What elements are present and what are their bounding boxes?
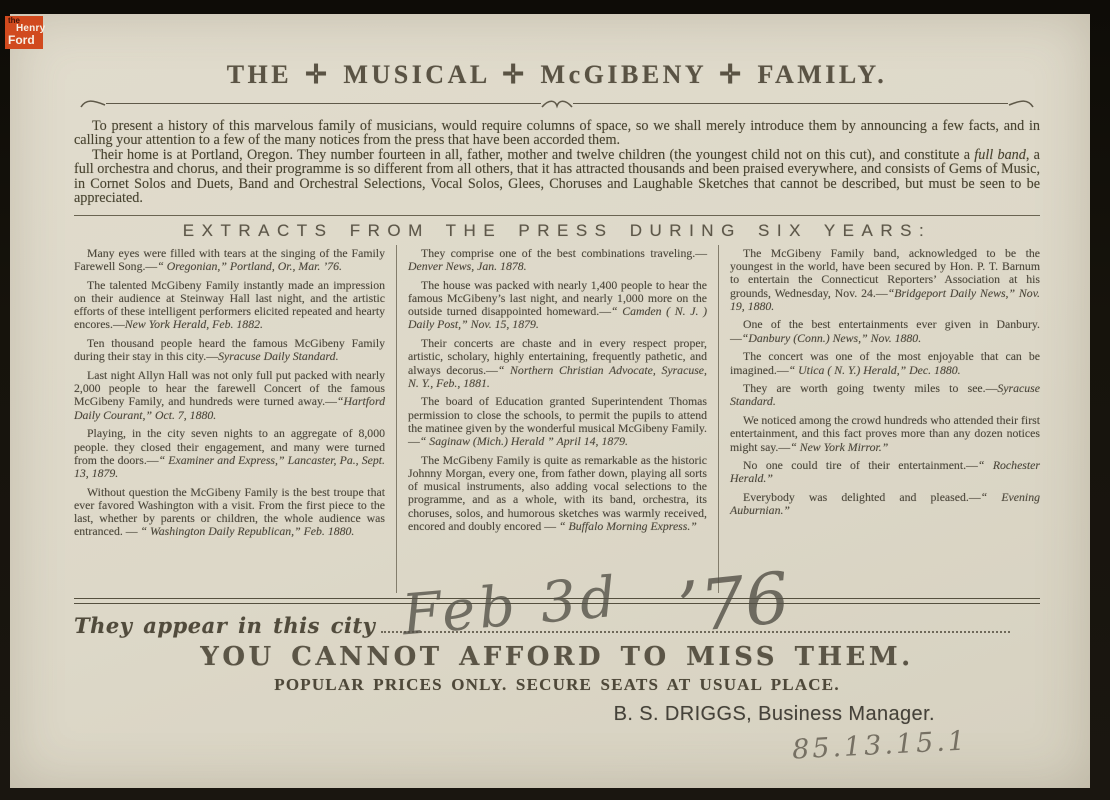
- center-flourish-icon: [541, 97, 573, 110]
- press-extract: [730, 414, 1040, 454]
- logo-the-text: the: [8, 16, 20, 25]
- body-text: The concert was one of the most enjoyable that can be imagined.—: [730, 349, 1040, 377]
- catalog-number: 85.13.15.1: [791, 725, 969, 766]
- press-extract: [408, 247, 707, 273]
- press-extract: [730, 491, 1040, 517]
- body-text: The McGibeny Family is quite as remarkable as the historic Johnny Morgan, every one, from father down, playing all sorts of musical instruments, also adding vocal selections to the programme, and as a whole, with its band, orchestra, its choruses, solos, and humorous sketches was warmly received, encored and doubly encored —: [408, 452, 707, 533]
- appear-line: [74, 613, 1040, 641]
- body-text: Playing, in the city seven nights to an aggregate of 8,000 people. they closed their engagement, and many were turned from the doors.—: [74, 426, 385, 467]
- body-text: We noticed among the crowd hundreds who attended their first entertainment, and this fact proves more than any dozen notices might say.—: [730, 413, 1040, 454]
- press-extract: [74, 279, 385, 332]
- prices-line: POPULAR PRICES ONLY. SECURE SEATS AT USUAL PLACE.: [274, 674, 840, 694]
- body-text: Ten thousand people heard the famous McGibeny Family during their stay in this city.—: [74, 336, 385, 364]
- press-extract: [74, 486, 385, 539]
- body-text: Many eyes were filled with tears at the singing of the Family Farewell Song.—: [74, 245, 385, 274]
- appear-label: They appear in this city: [74, 612, 376, 638]
- handwritten-year: ’76: [674, 556, 794, 650]
- citation-text: “ Examiner and Express,” Lancaster, Pa., Sept. 13, 1879.: [74, 452, 386, 480]
- title-ornament-rule: [80, 97, 1034, 110]
- press-extract: [408, 279, 707, 332]
- press-extract: [74, 369, 385, 422]
- body-text: The house was packed with nearly 1,400 people to hear the famous McGibeny’s last night, and nearly 1,000 more on the outside turned disappointed homeward.—: [408, 277, 707, 319]
- manager-line: B. S. DRIGGS, Business Manager.: [613, 702, 935, 725]
- logo-ford-text: Ford: [8, 33, 35, 47]
- handwritten-date: Feb 3d: [399, 564, 623, 649]
- citation-text: “ Evening Auburnian.”: [730, 490, 1040, 518]
- henry-ford-logo: [5, 16, 46, 49]
- press-column-1: [74, 245, 396, 593]
- citation-text: “Hartford Daily Courant,” Oct. 7, 1880.: [74, 394, 385, 422]
- body-text: Their concerts are chaste and in every respect proper, artistic, scholary, highly entertaining, frequently pathetic, and always decorus.—: [408, 336, 707, 377]
- rule-segment: [106, 103, 541, 104]
- body-text: To present a history of this marvelous family of musicians, would require columns of space, so we shall merely introduce them by announcing a few facts, and in calling your attention to a few of the many notices from the press that have been accorded them.: [74, 118, 1040, 149]
- press-extract: [74, 247, 385, 273]
- body-text: Last night Allyn Hall was not only full put packed with nearly 2,000 people to hear the farewell Concert of the famous McGibeny Family, and hundreds were turned away.—: [74, 368, 385, 409]
- citation-text: “ Saginaw (Mich.) Herald ” April 14, 1879.: [419, 434, 628, 449]
- citation-text: “ Washington Daily Republican,” Feb. 1880.: [140, 524, 355, 539]
- citation-text: “Bridgeport Daily News,” Nov. 19, 1880.: [730, 285, 1041, 313]
- citation-text: “Danbury (Conn.) News,” Nov. 1880.: [741, 330, 922, 345]
- right-flourish-icon: [1008, 98, 1034, 110]
- citation-text: full band: [974, 146, 1026, 163]
- citation-text: “ Oregonian,” Portland, Or., Mar. ’76.: [157, 259, 342, 274]
- intro-paragraph: [74, 148, 1040, 206]
- body-text: , a full orchestra and chorus, and their programme is so different from all others, that it has attracted thousands and been praised everywhere, and consists of Gems of Music, in Cornet Solos and Duets, Band and Orchestral Selections, Vocal Solos, Glees, Choruses and Laughable Sketches that cannot be described, but must be seen to be appreciated.: [74, 146, 1040, 207]
- press-extract: [408, 395, 707, 448]
- press-extract: [408, 337, 707, 390]
- body-text: Everybody was delighted and pleased.—: [743, 490, 981, 505]
- press-extract: [730, 318, 1040, 344]
- body-text: The McGibeny Family band, acknowledged to be the youngest in the world, have been secured by Hon. P. T. Barnum to entertain the Connecticut Reporters’ Association at his grounds, Wednesday, Nov. 24.—: [730, 245, 1040, 300]
- body-text: Without question the McGibeny Family is the best troupe that ever favored Washington with a visit. From the first piece to the last, whether by parents or children, the whole audience was entranced. —: [74, 484, 385, 539]
- bottom-double-rule: [74, 598, 1040, 604]
- press-column-3: [718, 245, 1040, 593]
- press-extract: [730, 382, 1040, 408]
- body-text: One of the best entertainments ever given in Danbury.—: [730, 317, 1040, 345]
- citation-text: “ Utica ( N. Y.) Herald,” Dec. 1880.: [788, 362, 961, 377]
- press-extract: [408, 454, 707, 533]
- body-text: The talented McGibeny Family instantly made an impression on their audience at Steinway Hall last night, and the artistic efforts of these intelligent performers elicited repeated and hearty encores.—: [74, 277, 385, 332]
- flyer-title: THE ✛ MUSICAL ✛ McGIBENY ✛ FAMILY.: [226, 60, 888, 89]
- citation-text: “ Buffalo Morning Express.”: [559, 518, 697, 533]
- citation-text: “ Rochester Herald.”: [730, 458, 1040, 486]
- citation-text: Syracuse Daily Standard.: [218, 349, 339, 364]
- citation-text: Denver News, Jan. 1878.: [408, 259, 527, 274]
- left-flourish-icon: [80, 98, 106, 110]
- citation-text: Syracuse Standard.: [730, 381, 1040, 409]
- press-extract: [74, 337, 385, 363]
- press-extract: [74, 427, 385, 480]
- flyer-document: [10, 14, 1090, 788]
- fill-in-blank-line: [381, 631, 1010, 633]
- extracts-heading: EXTRACTS FROM THE PRESS DURING SIX YEARS:: [182, 220, 932, 240]
- headline: YOU CANNOT AFFORD TO MISS THEM.: [200, 641, 914, 672]
- citation-text: New York Herald, Feb. 1882.: [124, 317, 263, 332]
- citation-text: “ New York Mirror.”: [790, 439, 889, 454]
- press-extract: [730, 247, 1040, 313]
- press-column-2: [396, 245, 718, 593]
- section-divider-rule: [74, 215, 1040, 216]
- intro-section: [74, 119, 1040, 206]
- body-text: The board of Education granted Superintendent Thomas permission to close the schools, to permit the pupils to attend the matinee given by the wonderful musical McGibeny Family.—: [408, 394, 708, 449]
- body-text: Their home is at Portland, Oregon. They number fourteen in all, father, mother and twelve children (the youngest child not on this cut), and constitute a: [92, 146, 975, 163]
- press-columns: [74, 245, 1040, 593]
- press-extract: [730, 350, 1040, 376]
- rule-segment: [573, 103, 1008, 104]
- logo-henry-text: Henry: [16, 23, 46, 34]
- citation-text: “ Northern Christian Advocate, Syracuse, N. Y., Feb., 1881.: [408, 362, 707, 390]
- body-text: They comprise one of the best combinations traveling.—: [421, 245, 707, 260]
- intro-paragraph: [74, 119, 1040, 148]
- body-text: No one could tire of their entertainment.—: [743, 458, 978, 473]
- citation-text: “ Camden ( N. J. ) Daily Post,” Nov. 15, 1879.: [408, 304, 707, 332]
- press-extract: [730, 459, 1040, 485]
- body-text: They are worth going twenty miles to see.—: [743, 381, 998, 396]
